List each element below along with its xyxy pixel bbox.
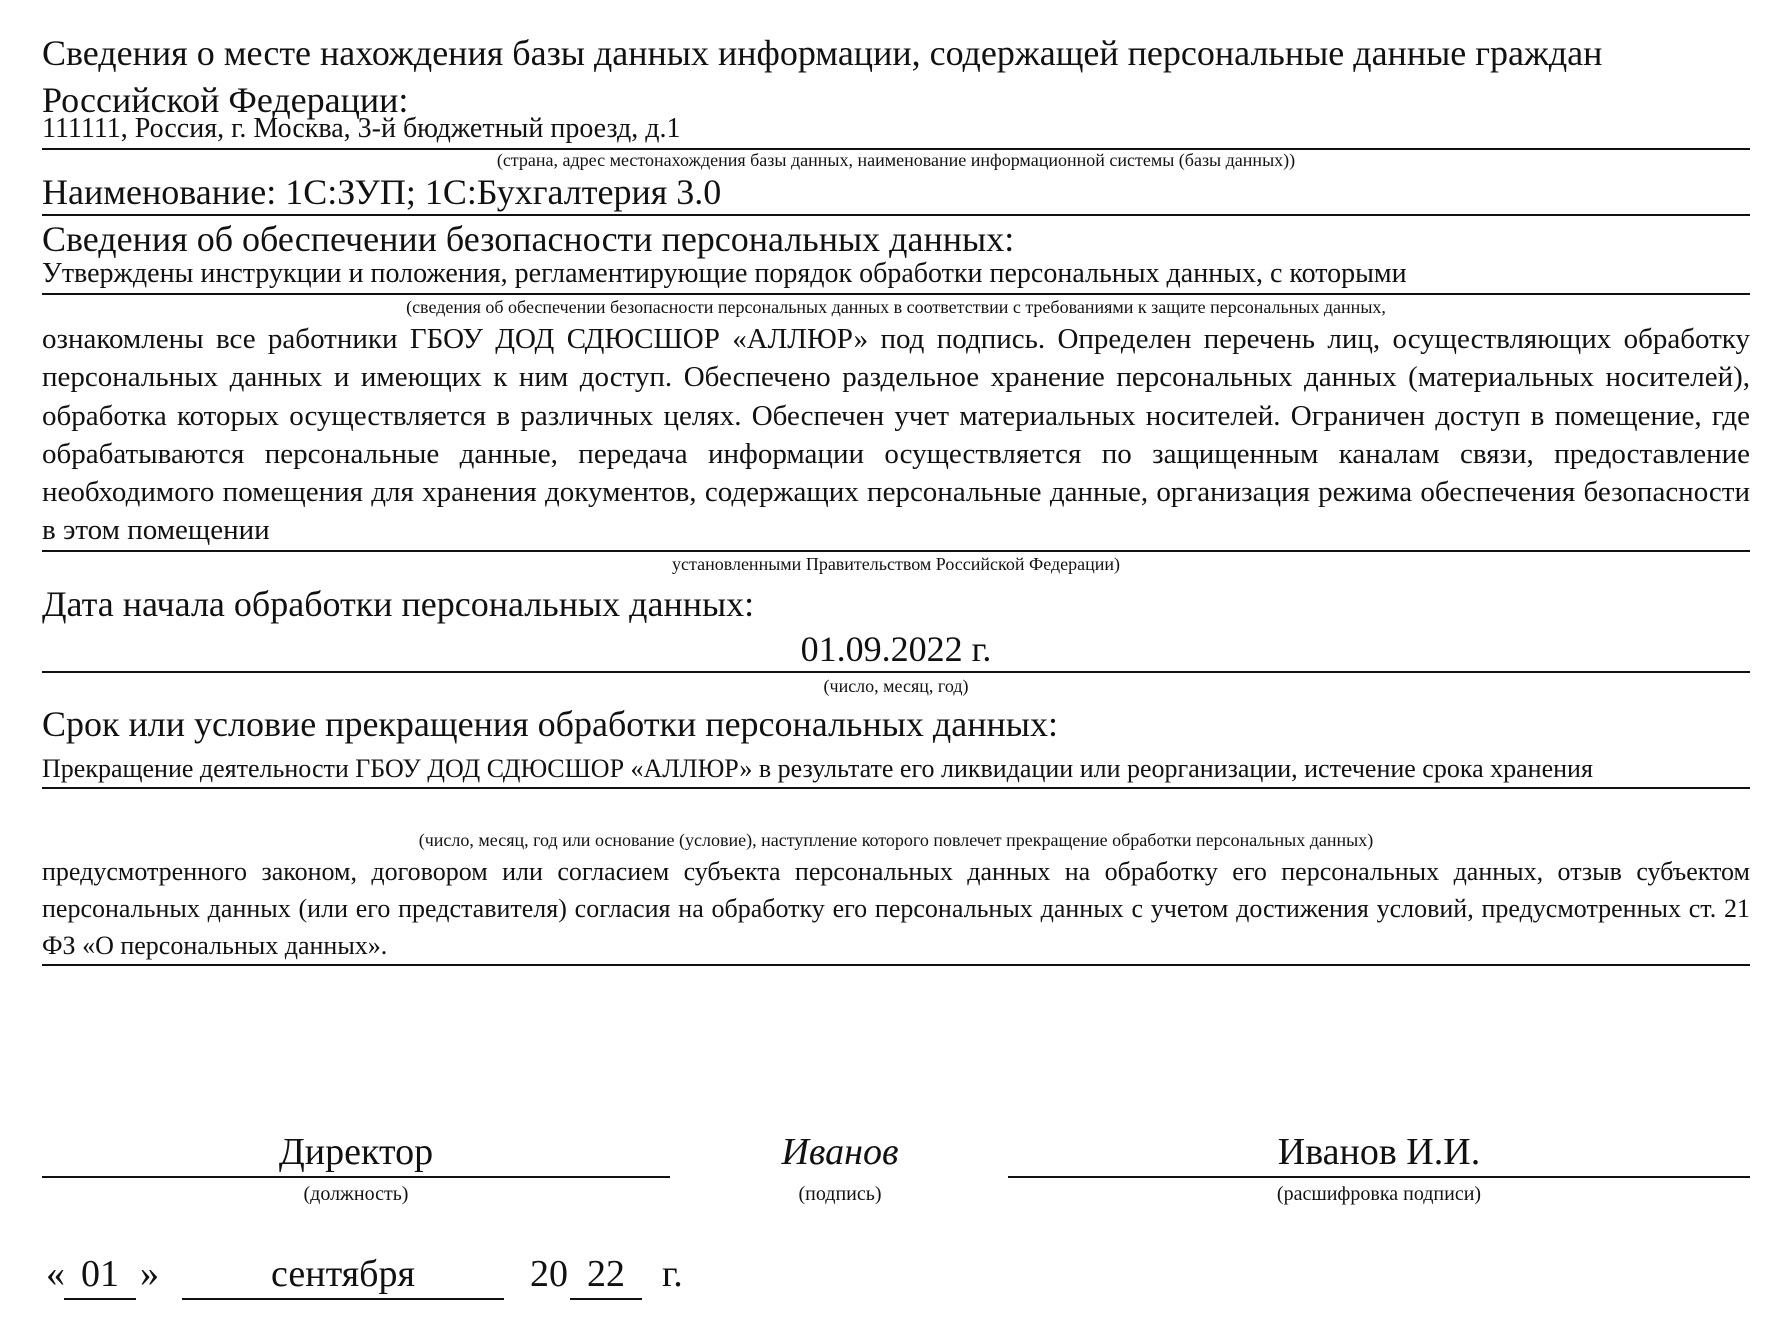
security-hint-top: (сведения об обеспечении безопасности персональных данных в соответствии с требованиями к защите персональных данных, [406, 297, 1386, 317]
termination-value: Прекращение деятельности ГБОУ ДОД СДЮСШОР «АЛЛЮР» в результате его ликвидации или реорганизации, истечение срока хранения [42, 750, 1750, 789]
location-value: 111111, Россия, г. Москва, 3-й бюджетный проезд, д.1 [42, 110, 1750, 150]
security-first-line: Утверждены инструкции и положения, регламентирующие порядок обработки персональных данных, с которыми [42, 255, 1750, 295]
date-close-quote: » [140, 1253, 159, 1295]
start-date-value: 01.09.2022 г. [42, 627, 1750, 673]
name-caption: (расшифровка подписи) [1276, 1183, 1482, 1205]
signature-field: Иванов [781, 1131, 899, 1173]
location-hint: (страна, адрес местонахождения базы данных, наименование информационной системы (базы данных)) [496, 150, 1296, 170]
termination-heading: Срок или условие прекращения обработки персональных данных: [42, 704, 1058, 744]
date-year-prefix: 20 [530, 1253, 568, 1295]
security-hint-bottom: установленными Правительством Российской Федерации) [672, 554, 1120, 574]
start-date-hint: (число, месяц, год) [823, 676, 969, 696]
security-continuation: ознакомлены все работники ГБОУ ДОД СДЮСШОР «АЛЛЮР» под подпись. Определен перечень лиц, осуществляющих обработку персональных данных и имеющих к ним доступ. Обеспечено раздельное хранение персональных данных (материальных носителей), обработка которых осуществляется в различных целях. Обеспечен учет материальных носителей. Ограничен доступ в помещение, где обрабатываются персональные данные, передача информации осуществляется по защищенным каналам связи, предоставление необходимого помещения для хранения документов, содержащих персональные данные, организация режима обеспечения безопасности в этом помещении [42, 320, 1750, 552]
date-open-quote: « [46, 1253, 65, 1295]
system-name: Наименование: 1С:ЗУП; 1С:Бухгалтерия 3.0 [42, 170, 1750, 216]
date-month: сентября [182, 1250, 504, 1300]
date-year-suffix: 22 [570, 1250, 642, 1300]
termination-continuation: предусмотренного законом, договором или согласием субъекта персональных данных на обработку его персональных данных, отзыв субъектом персональных данных (или его представителя) согласия на обработку его персональных данных с учетом достижения условий, предусмотренных ст. 21 ФЗ «О персональных данных». [42, 853, 1750, 966]
date-day: 01 [64, 1250, 136, 1300]
start-date-heading: Дата начала обработки персональных данных: [42, 584, 755, 624]
security-heading: Сведения об обеспечении безопасности персональных данных: [42, 219, 1015, 259]
position-caption: (должность) [303, 1183, 409, 1205]
signature-caption: (подпись) [798, 1183, 882, 1205]
name-field: Иванов И.И. [1008, 1128, 1750, 1178]
termination-hint: (число, месяц, год или основание (условие), наступление которого повлечет прекращение обработки персональных данных) [418, 830, 1374, 850]
date-suffix: г. [662, 1253, 683, 1295]
position-field: Директор [42, 1128, 670, 1178]
location-heading: Сведения о месте нахождения базы данных информации, содержащей персональные данные граждан Российской Федерации: [42, 33, 1603, 120]
